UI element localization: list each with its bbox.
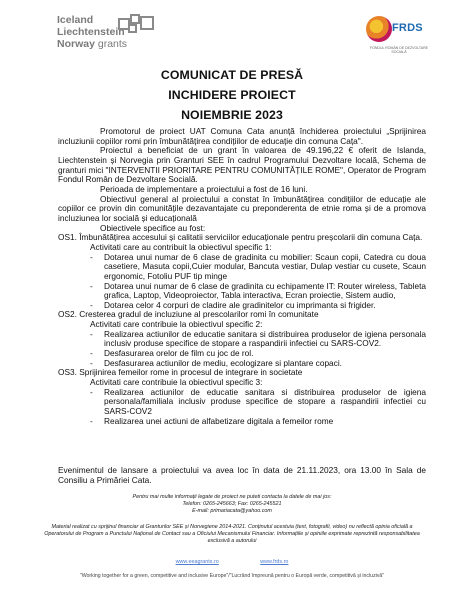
event-announcement: Evenimentul de lansare a proiectului va avea loc în data de 21.11.2023, ora 13.00 în Sala de Consiliu a Primăriei Cata. bbox=[58, 465, 426, 485]
contact-email: E-mail: primariacata@yahoo.com bbox=[192, 508, 272, 515]
contact-block bbox=[40, 494, 424, 516]
contact-phone: Telefon: 0265-245663; Fax: 0265-245521 bbox=[182, 501, 282, 508]
paragraph-period: Perioada de implementare a proiectului a fost de 16 luni. bbox=[100, 183, 308, 194]
disclaimer: Material realizat cu sprijinul financiar al Granturilor SEE și Norvegiene 2014-2021. Conținutul acestuia (text, fotografii, video) nu reflectă opinia oficială a Operatorului de Program a Punctului Național de Contact sau a Oficiului Mecanismului Financiar. Informațiile și opiniile exprimate reprezintă responsabilitatea exclusivă a autorului bbox=[44, 524, 420, 545]
os3-list bbox=[58, 388, 426, 427]
list-item: - Realizarea actiunilor de educatie sanitara si distribuirea produselor de igiena personala inclusiv produse specifice de stopare a raspandirii infectiei cu SARS-COV2. bbox=[90, 330, 426, 349]
frds-link[interactable]: www.frds.ro bbox=[260, 559, 289, 565]
os1-activities-label: Activitati care au contribuit la obiectivul specific 1: bbox=[90, 241, 272, 252]
os2-list bbox=[58, 330, 426, 369]
frds-logo-name: FRDS bbox=[392, 22, 423, 34]
logo-text-liechtenstein: Liechtenstein bbox=[57, 26, 125, 38]
paragraph-general-objective: Obiectivul general al proiectului a constat în îmbunătățirea condițiilor de educație ale copiilor ce provin din comunitățile dezavantajate cu preponderenta de etnie roma și de a promova incluziunea lor socială și educațională bbox=[58, 193, 426, 223]
paragraph-promotor: Promotorul de proiect UAT Comuna Cata anunță închiderea proiectului „Sprijinirea incluziunii copiilor romi prin îmbunătățirea condițiilor de educație din comuna Cața". bbox=[58, 126, 426, 146]
list-item: - Desfasurarea orelor de film cu joc de rol. bbox=[90, 349, 426, 359]
objective-os1: OS1. Îmbunătățirea accesului și calitatii serviciilor educaționale pentru preșcolarii din comuna Cața. bbox=[58, 232, 423, 243]
body-text bbox=[58, 127, 426, 426]
eeagrants-link[interactable]: www.eeagrants.ro bbox=[175, 559, 219, 565]
title-inchidere: INCHIDERE PROIECT bbox=[168, 88, 296, 102]
logo-text-grants: grants bbox=[97, 38, 128, 50]
list-item: - Dotarea celor 4 corpuri de cladire ale gradinitelor cu imprimanta si frigider. bbox=[90, 301, 426, 311]
list-item: - Realizarea unei actiuni de alfabetizare digitala a femeilor rome bbox=[90, 417, 426, 427]
objective-os3: OS3. Sprijinirea femeilor rome in procesul de integrare in societate bbox=[58, 367, 303, 378]
logo-squares-icon bbox=[118, 14, 158, 36]
logo-text-iceland: Iceland bbox=[57, 14, 94, 26]
eea-grants-logo bbox=[57, 14, 177, 58]
list-item: - Dotarea unui numar de 6 clase de gradinita cu echipamente IT: Router wireless, Tableta grafica, Laptop, Videoproiector, Tabla interactiva, Ecran proiectie, Sistem audio, bbox=[90, 282, 426, 301]
frds-logo-subtitle: FONDUL ROMÂN DE DEZVOLTARE SOCIALĂ bbox=[370, 46, 428, 54]
title-date: NOIEMBRIE 2023 bbox=[181, 108, 283, 122]
os3-activities-label: Activitati care contribuie la obiectivul specific 3: bbox=[90, 377, 263, 388]
paragraph-specific-objectives: Obiectivele specifice au fost: bbox=[100, 222, 206, 233]
frds-emblem-icon bbox=[366, 16, 392, 42]
contact-intro: Pentru mai multe informații legate de proiect ne puteti contacta la datele de mai jos: bbox=[132, 494, 332, 500]
os2-activities-label: Activitati care contribuie la obiectivul specific 2: bbox=[90, 319, 263, 330]
paragraph-grant: Proiectul a beneficiat de un grant în valoarea de 49.196,22 € oferit de Islanda, Liechtenstein și Norvegia prin Granturi SEE în cadrul Programului Dezvoltare locală, Schema de granturi mici "INTERVENTII PRIORITARE PENTRU COMUNITĂȚILE ROME", Operator de Program Fondul Român de Dezvoltare Socială. bbox=[58, 145, 426, 185]
list-item: - Realizarea actiunilor de educatie sanitara si distribuirea produselor de igiena personala/familiala inclusiv produse specifice de stopare a raspandirii infectiei cu SARS-COV2 bbox=[90, 388, 426, 417]
slogan: "Working together for a green, competitive and inclusive Europe"/"Lucrând împreună pentru o Europă verde, competitivă și incluzivă" bbox=[79, 573, 385, 579]
logo-text-norway: Norway bbox=[57, 38, 95, 50]
footer-links bbox=[0, 559, 464, 565]
frds-logo bbox=[366, 14, 432, 62]
objective-os2: OS2. Cresterea gradul de incluziune al prescolarilor romi în comunitate bbox=[58, 309, 319, 320]
title-comunicat: COMUNICAT DE PRESĂ bbox=[160, 68, 304, 82]
list-item: - Desfasurarea actiunilor de mediu, ecologizare si plantare copaci. bbox=[90, 359, 426, 369]
os1-list bbox=[58, 253, 426, 311]
list-item: - Dotarea unui numar de 6 clase de gradinita cu mobilier: Scaun copii, Catedra cu doua casetiere, Masuta copii,Cuier modular, Bancuta vestiar, Dulap vestiar cu cusete, Scaun ergonomic, Fotoliu PUF tip minge bbox=[90, 253, 426, 282]
